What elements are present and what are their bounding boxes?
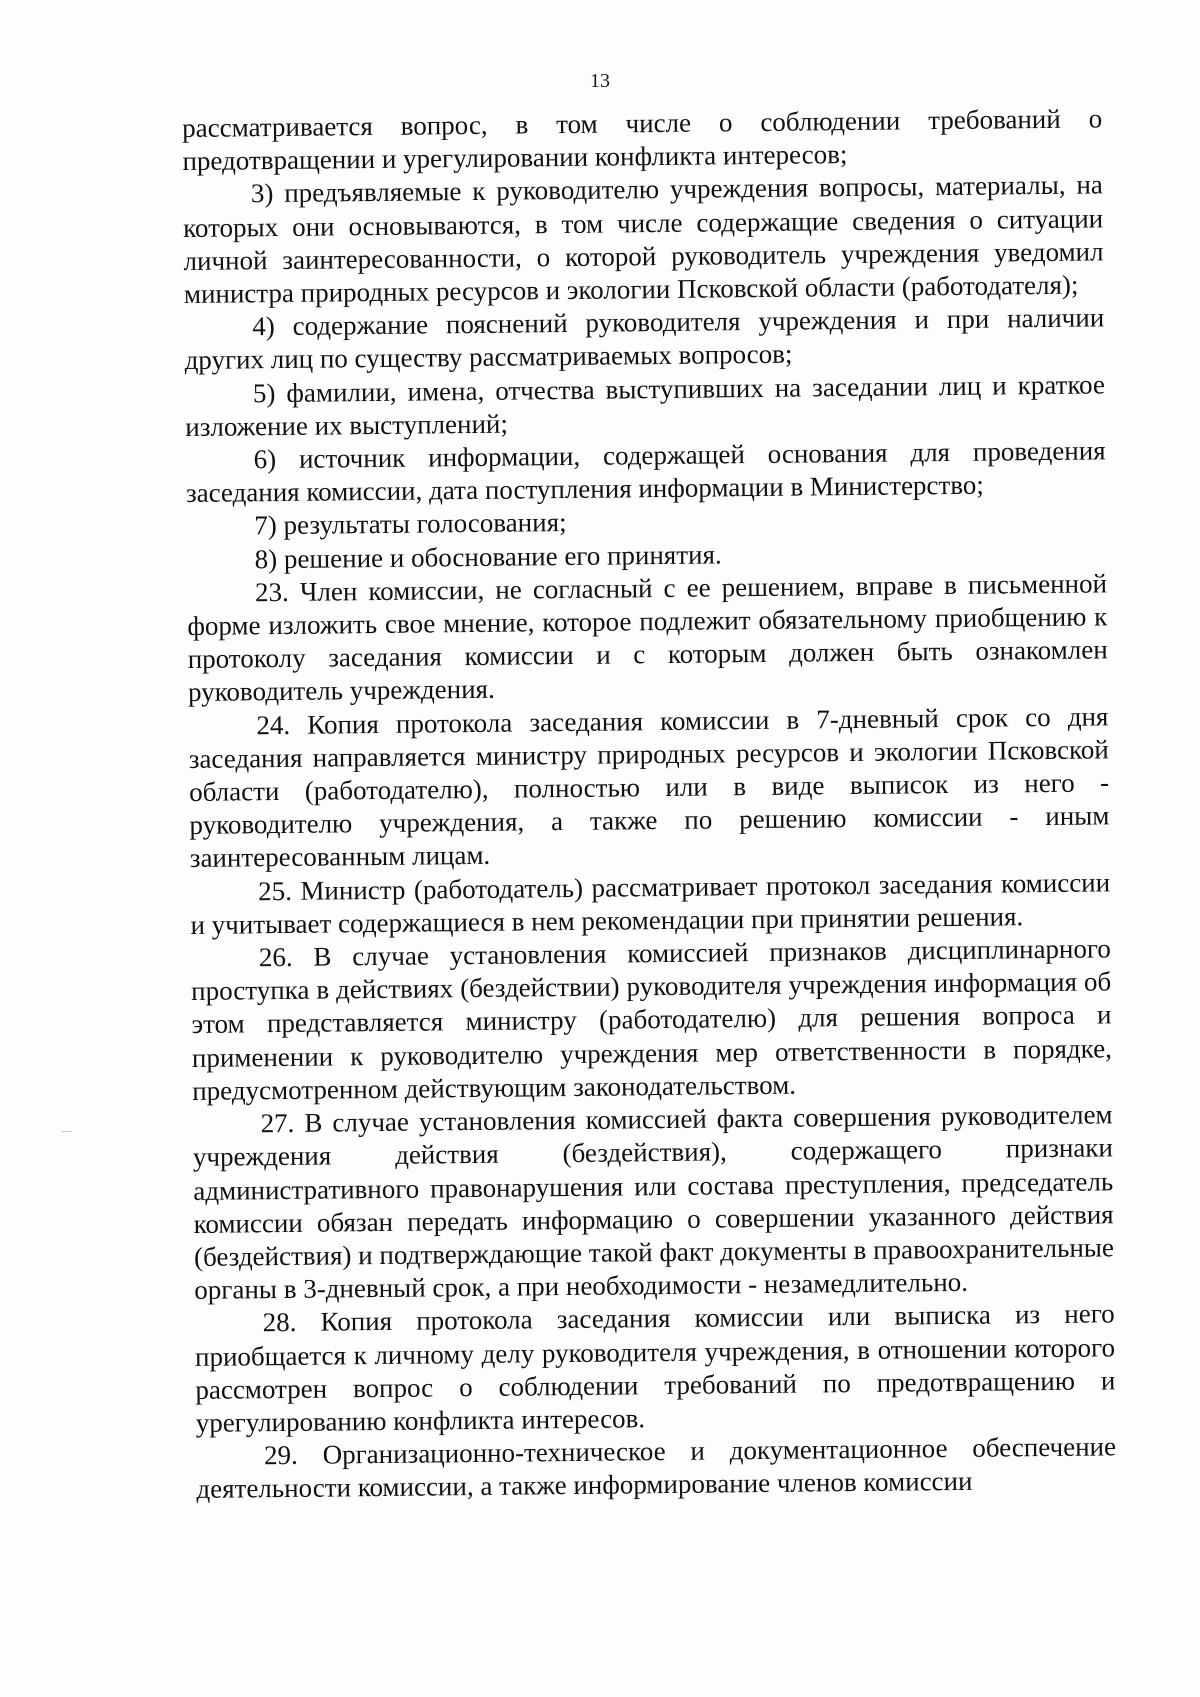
list-item-8: 8) решение и обоснование его принятия. bbox=[254, 539, 722, 574]
scan-edge-mark bbox=[62, 1131, 72, 1132]
list-item-4: 4) содержание пояснений руководителя учреждения и при наличии других лиц по существу рассматриваемых вопросов; bbox=[184, 302, 1105, 376]
list-item-7: 7) результаты голосования; bbox=[254, 507, 567, 541]
clause-23: 23. Член комиссии, не согласный с ее решением, вправе в письменной форме изложить свое мнение, которое подлежит обязательному приобщению к протоколу заседания комиссии и с которым должен быть ознакомлен руководитель учреждения. bbox=[187, 568, 1108, 708]
paragraph-continuation: рассматривается вопрос, в том числе о соблюдении требований о предотвращении и урегулировании конфликта интересов; bbox=[182, 103, 1103, 177]
list-item-3: 3) предъявляемые к руководителю учреждения вопросы, материалы, на которых они основываются, в том числе содержащие сведения о ситуации личной заинтересованности, о которой руководитель учреждения уведомил министра природных ресурсов и экологии Псковской области (работодателя); bbox=[183, 169, 1104, 310]
clause-28: 28. Копия протокола заседания комиссии или выписка из него приобщается к личному делу руководителя учреждения, в отношении которого рассмотрен вопрос о соблюдении требований по предотвращению и урегулированию конфликта интересов. bbox=[194, 1298, 1116, 1438]
clause-27: 27. В случае установления комиссией факта совершения руководителем учреждения действия (бездействия), содержащего признаки административного правонарушения или состава преступления, председатель комиссии обязан передать информацию о совершении указанного действия (бездействия) и подтверждающие такой факт документы в правоохранительные органы в 3-дневный срок, а при необходимости - незамедлительно. bbox=[192, 1099, 1115, 1306]
clause-25: 25. Министр (работодатель) рассматривает протокол заседания комиссии и учитывает содержащиеся в нем рекомендации при принятии решения. bbox=[190, 866, 1111, 940]
clause-24: 24. Копия протокола заседания комиссии в 7-дневный срок со дня заседания направляется министру природных ресурсов и экологии Псковской области (работодателю), полностью или в виде выписок из него - руководителю учреждения, а также по решению комиссии - иным заинтересованным лицам. bbox=[188, 700, 1110, 874]
list-item-5: 5) фамилии, имена, отчества выступивших на заседании лиц и краткое изложение их выступлений; bbox=[185, 368, 1106, 442]
clause-29: 29. Организационно-техническое и документационное обеспечение деятельности комиссии, а также информирование членов комиссии bbox=[196, 1431, 1117, 1505]
clause-26: 26. В случае установления комиссией признаков дисциплинарного проступка в действиях (бездействии) руководителя учреждения информация об этом представляется министру (работодателю) для решения вопроса и применении к руководителю учреждения мер ответственности в порядке, предусмотренном действующим законодательством. bbox=[191, 933, 1113, 1106]
document-body bbox=[182, 102, 1117, 1506]
list-item-6: 6) источник информации, содержащей основания для проведения заседания комиссии, дата поступления информации в Министерство; bbox=[185, 435, 1106, 509]
page-number: 13 bbox=[590, 70, 610, 92]
